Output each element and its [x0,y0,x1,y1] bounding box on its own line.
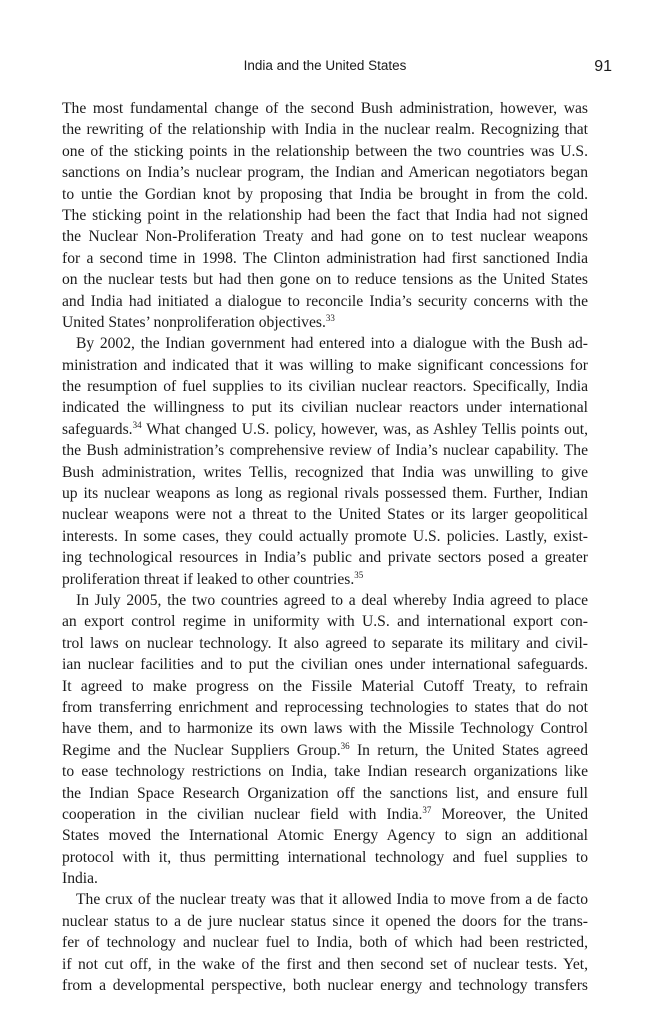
text-line: an export control regime in uniformity with U.S. and international export con- [62,613,588,631]
text-line: on the nuclear tests but had then gone on to reduce tensions as the United States [62,271,588,289]
text-line: The most fundamental change of the second Bush administration, however, was [62,100,588,117]
text-line [62,312,588,333]
text-line: States moved the International Atomic Energy Agency to sign an additional [62,827,588,845]
text-line: ing technological resources in India’s public and private sectors posed a greater [62,549,588,567]
text-line: ministration and indicated that it was willing to make significant concessions for [62,356,588,374]
text-segment: proliferation threat if leaked to other countries. [62,570,355,588]
text-line: if not cut off, in the wake of the first and then second set of nuclear tests. Yet, [62,955,588,973]
text-line: sanctions on India’s nuclear program, the Indian and American negotiators began [62,164,588,182]
text-line: from a developmental perspective, both nuclear energy and technology transfers [62,977,588,995]
text-segment: In return, the United States agreed [349,741,588,759]
text-line: to ease technology restrictions on India, take Indian research organizations like [62,763,588,781]
text-line: fer of technology and nuclear fuel to India, both of which had been restricted, [62,934,588,952]
footnote-ref: 37 [422,804,432,815]
text-line: By 2002, the Indian government had entered into a dialogue with the Bush ad- [76,335,588,353]
text-line [62,419,588,440]
text-line: protocol with it, thus permitting international technology and fuel supplies to [62,848,588,866]
text-line: up its nuclear weapons as long as regional rivals possessed them. Further, Indian [62,485,588,503]
text-line: ian nuclear facilities and to put the civilian ones under international safeguards. [62,656,588,674]
text-line: nuclear status to a de jure nuclear status since it opened the doors for the trans- [62,912,588,930]
text-line: from transferring enrichment and reprocessing technologies to states that do not [62,698,588,716]
text-line [62,740,588,761]
paragraph [62,333,588,590]
running-title: India and the United States [243,58,407,73]
text-line: the resumption of fuel supplies to its civilian nuclear reactors. Specifically, India [62,378,588,396]
text-line: one of the sticking points in the relationship between the two countries was U.S. [62,142,588,160]
paragraph [62,889,588,996]
text-segment: Moreover, the United [431,805,588,823]
text-line: for a second time in 1998. The Clinton administration had first sanctioned India [62,249,588,267]
text-line: to untie the Gordian knot by proposing that India be brought in from the cold. [62,185,588,203]
text-segment: United States’ nonproliferation objectives. [62,313,326,331]
footnote-ref: 33 [325,312,335,323]
text-segment: What changed U.S. policy, however, was, as Ashley Tellis points out, [141,420,588,438]
text-segment: safeguards. [62,420,133,438]
text-line: the Bush administration’s comprehensive review of India’s nuclear capability. The [62,442,588,460]
text-line: trol laws on nuclear technology. It also agreed to separate its military and civil- [62,634,588,652]
text-line: The sticking point in the relationship had been the fact that India had not signed [62,206,588,224]
footnote-ref: 36 [340,740,350,751]
running-head [0,58,650,80]
text-line: have them, and to harmonize its own laws with the Missile Technology Control [62,720,588,738]
text-line: Bush administration, writes Tellis, recognized that India was unwilling to give [62,463,588,481]
text-line [62,569,588,590]
text-line: the rewriting of the relationship with India in the nuclear realm. Recognizing that [62,121,588,139]
footnote-ref: 34 [132,419,142,430]
text-segment: Regime and the Nuclear Suppliers Group. [62,741,341,759]
footnote-ref: 35 [354,569,364,580]
paragraph [62,98,588,333]
text-line: In July 2005, the two countries agreed to a deal whereby India agreed to place [76,591,588,609]
paragraph [62,590,588,889]
body-text [62,98,588,996]
text-line: and India had initiated a dialogue to reconcile India’s security concerns with the [62,292,588,310]
text-line: the Indian Space Research Organization off the sanctions list, and ensure full [62,784,588,802]
text-line: interests. In some cases, they could actually promote U.S. policies. Lastly, exist- [62,527,588,545]
text-line: nuclear weapons were not a threat to the United States or its larger geopolitical [62,506,588,524]
page-number: 91 [594,58,612,75]
text-segment: cooperation in the civilian nuclear field with India. [62,805,423,823]
text-line [62,804,588,825]
text-line: indicated the willingness to put its civilian nuclear reactors under international [62,399,588,417]
text-line: the Nuclear Non-Proliferation Treaty and had gone on to test nuclear weapons [62,228,588,246]
text-line: The crux of the nuclear treaty was that it allowed India to move from a de facto [76,891,588,909]
text-line: India. [62,870,98,888]
text-line: It agreed to make progress on the Fissile Material Cutoff Treaty, to refrain [62,677,588,695]
